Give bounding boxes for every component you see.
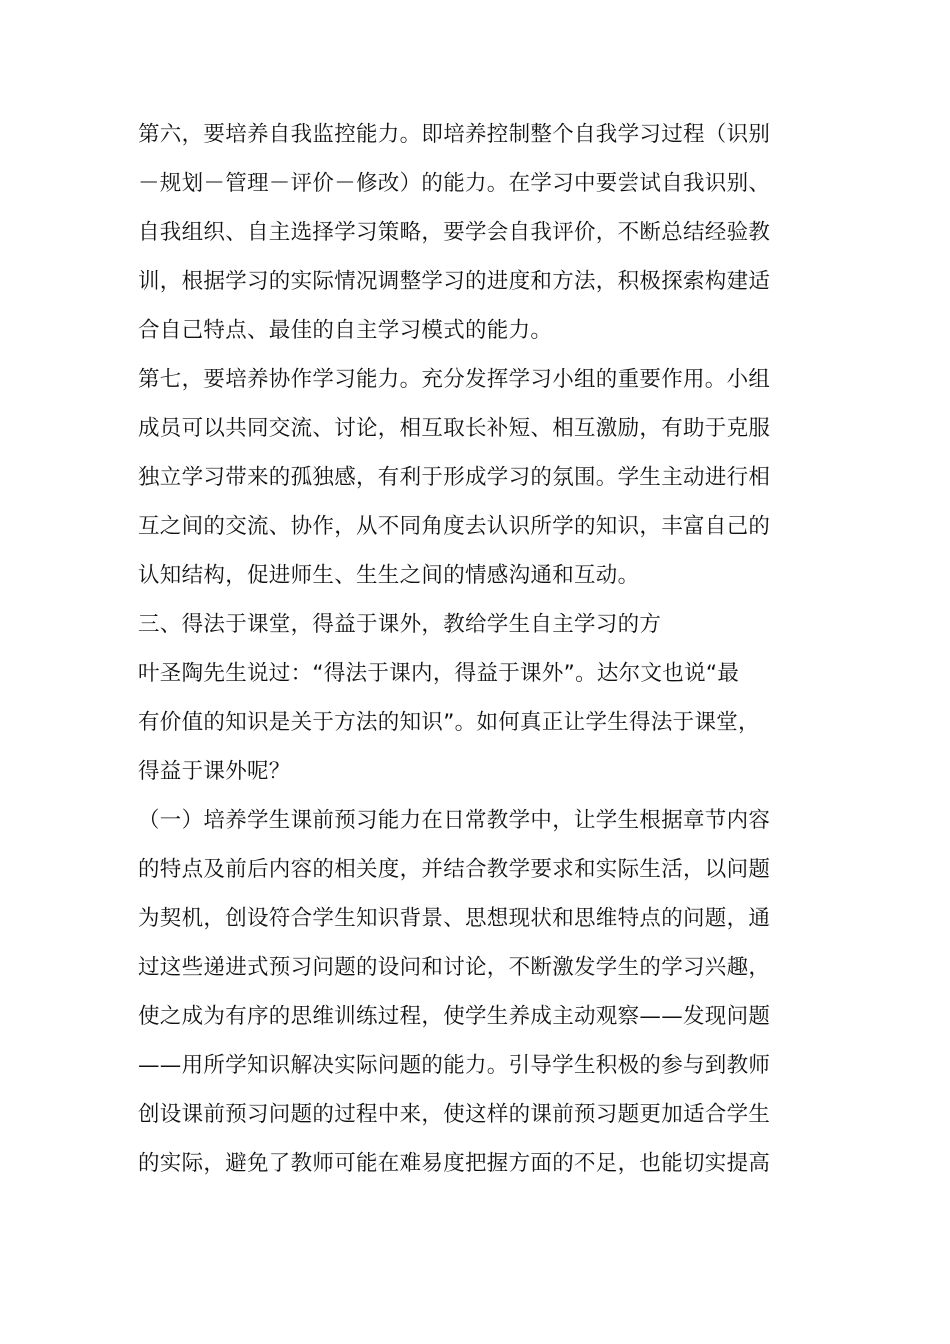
text-line: 第七，要培养协作学习能力。充分发挥学习小组的重要作用。小组 xyxy=(138,367,771,392)
text-line: －规划－管理－评价－修改）的能力。在学习中要尝试自我识别、 xyxy=(138,171,771,196)
text-line: 创设课前预习问题的过程中来，使这样的课前预习题更加适合学生 xyxy=(138,1102,771,1127)
section-heading: 三、得法于课堂，得益于课外，教给学生自主学习的方 xyxy=(138,612,662,637)
text-line: 合自己特点、最佳的自主学习模式的能力。 xyxy=(138,318,553,343)
text-line: ——用所学知识解决实际问题的能力。引导学生积极的参与到教师 xyxy=(138,1053,771,1078)
text-line: 过这些递进式预习问题的设问和讨论，不断激发学生的学习兴趣， xyxy=(138,955,771,980)
text-line: 认知结构，促进师生、生生之间的情感沟通和互动。 xyxy=(138,563,640,588)
text-line: 成员可以共同交流、讨论，相互取长补短、相互激励，有助于克服 xyxy=(138,416,771,441)
text-line: 使之成为有序的思维训练过程，使学生养成主动观察——发现问题 xyxy=(138,1004,771,1029)
text-line: 有价值的知识是关于方法的知识”。如何真正让学生得法于课堂， xyxy=(138,710,760,735)
subsection-start-line: （一）培养学生课前预习能力在日常教学中，让学生根据章节内容 xyxy=(138,808,771,833)
text-line: 叶圣陶先生说过：“得法于课内，得益于课外”。达尔文也说“最 xyxy=(138,661,740,686)
text-line: 独立学习带来的孤独感，有利于形成学习的氛围。学生主动进行相 xyxy=(138,465,771,490)
text-line: 互之间的交流、协作，从不同角度去认识所学的知识，丰富自己的 xyxy=(138,514,771,539)
text-line: 第六，要培养自我监控能力。即培养控制整个自我学习过程（识别 xyxy=(138,122,771,147)
text-line: 的特点及前后内容的相关度，并结合教学要求和实际生活，以问题 xyxy=(138,857,771,882)
text-line: 自我组织、自主选择学习策略，要学会自我评价，不断总结经验教 xyxy=(138,220,771,245)
text-line: 得益于课外呢？ xyxy=(138,759,291,784)
text-line: 训，根据学习的实际情况调整学习的进度和方法，积极探索构建适 xyxy=(138,269,771,294)
text-line: 为契机，创设符合学生知识背景、思想现状和思维特点的问题，通 xyxy=(138,906,771,931)
text-line: 的实际，避免了教师可能在难易度把握方面的不足，也能切实提高 xyxy=(138,1151,771,1176)
